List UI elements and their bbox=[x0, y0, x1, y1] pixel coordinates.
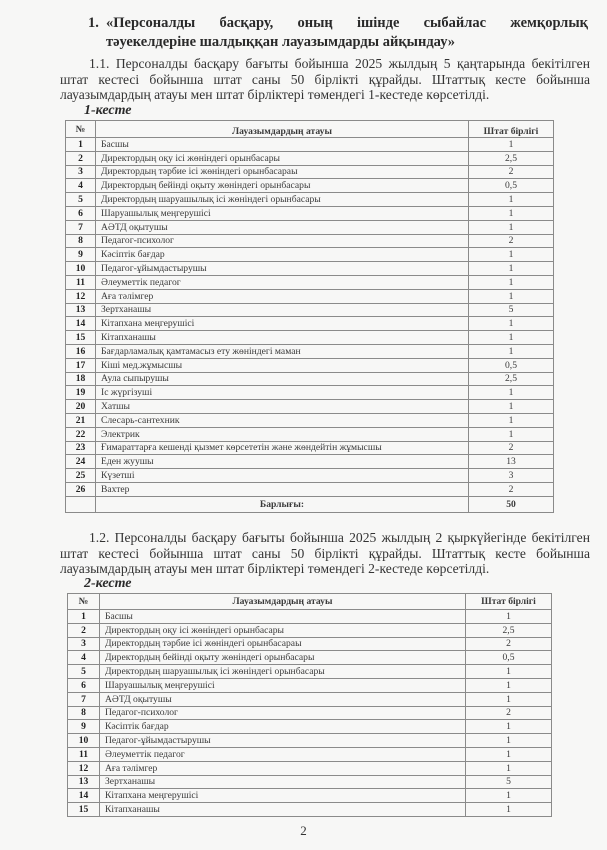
row-number: 11 bbox=[68, 747, 100, 761]
position-name: Кітапханашы bbox=[100, 803, 466, 817]
staff-units: 0,5 bbox=[466, 651, 552, 665]
heading-number: 1. bbox=[88, 15, 99, 31]
header-staff-units: Штат бірлігі bbox=[466, 594, 552, 610]
paragraph-1-1 bbox=[60, 56, 590, 103]
row-number: 22 bbox=[66, 427, 96, 441]
row-number: 15 bbox=[68, 803, 100, 817]
section-heading bbox=[88, 14, 588, 52]
staff-units: 2 bbox=[469, 165, 554, 179]
row-number: 7 bbox=[68, 692, 100, 706]
table-row bbox=[66, 386, 554, 400]
row-number: 6 bbox=[68, 678, 100, 692]
staff-units: 1 bbox=[466, 692, 552, 706]
staff-units: 1 bbox=[469, 262, 554, 276]
position-name: Директордың бейінді оқыту жөніндегі орынбасары bbox=[100, 651, 466, 665]
row-number: 5 bbox=[68, 665, 100, 679]
staff-units: 2 bbox=[466, 706, 552, 720]
table-2 bbox=[67, 593, 552, 817]
staff-units: 1 bbox=[469, 289, 554, 303]
row-number: 12 bbox=[66, 289, 96, 303]
staff-units: 1 bbox=[466, 789, 552, 803]
staff-units: 2 bbox=[469, 441, 554, 455]
staff-units: 2,5 bbox=[466, 623, 552, 637]
position-name: Педагог-психолог bbox=[96, 234, 469, 248]
staff-units: 3 bbox=[469, 469, 554, 483]
staff-units: 2,5 bbox=[469, 151, 554, 165]
row-number: 23 bbox=[66, 441, 96, 455]
position-name: Зертханашы bbox=[96, 303, 469, 317]
position-name: Іс жүргізуші bbox=[96, 386, 469, 400]
table-row bbox=[68, 665, 552, 679]
table-row bbox=[66, 220, 554, 234]
table-row bbox=[68, 692, 552, 706]
row-number: 16 bbox=[66, 344, 96, 358]
row-number: 4 bbox=[68, 651, 100, 665]
position-name: Шаруашылық меңгерушісі bbox=[100, 678, 466, 692]
position-name: АӘТД оқытушы bbox=[100, 692, 466, 706]
row-number: 15 bbox=[66, 331, 96, 345]
table-row bbox=[68, 610, 552, 624]
position-name: Басшы bbox=[100, 610, 466, 624]
staff-units: 0,5 bbox=[469, 358, 554, 372]
table-row bbox=[68, 623, 552, 637]
table-row bbox=[68, 720, 552, 734]
position-name: АӘТД оқытушы bbox=[96, 220, 469, 234]
staff-units: 1 bbox=[466, 720, 552, 734]
position-name: Электрик bbox=[96, 427, 469, 441]
header-staff-units: Штат бірлігі bbox=[469, 121, 554, 138]
staff-units: 1 bbox=[469, 317, 554, 331]
table-row bbox=[68, 651, 552, 665]
staff-units: 1 bbox=[469, 275, 554, 289]
table-1-caption: 1-кесте bbox=[84, 103, 132, 118]
staff-units: 1 bbox=[469, 400, 554, 414]
row-number: 10 bbox=[66, 262, 96, 276]
total-label: Барлығы: bbox=[96, 496, 469, 512]
table-row bbox=[66, 469, 554, 483]
table-row bbox=[66, 331, 554, 345]
table-header-row bbox=[68, 594, 552, 610]
position-name: Ғимараттарға кешенді қызмет көрсететін және жөндейтін жұмысшы bbox=[96, 441, 469, 455]
row-number: 3 bbox=[66, 165, 96, 179]
row-number: 8 bbox=[68, 706, 100, 720]
table-row bbox=[68, 706, 552, 720]
position-name: Аға тәлімгер bbox=[100, 761, 466, 775]
position-name: Кіші мед.жұмысшы bbox=[96, 358, 469, 372]
table-row bbox=[66, 358, 554, 372]
staff-units: 1 bbox=[469, 193, 554, 207]
position-name: Кітапханашы bbox=[96, 331, 469, 345]
row-number: 26 bbox=[66, 482, 96, 496]
staff-units: 1 bbox=[469, 427, 554, 441]
position-name: Педагог-ұйымдастырушы bbox=[100, 734, 466, 748]
staff-units: 1 bbox=[466, 803, 552, 817]
row-number: 9 bbox=[66, 248, 96, 262]
position-name: Кәсіптік бағдар bbox=[100, 720, 466, 734]
heading-line-2: тәуекелдеріне шалдыққан лауазымдарды айқындау» bbox=[106, 34, 456, 50]
row-number: 1 bbox=[66, 138, 96, 152]
position-name: Вахтер bbox=[96, 482, 469, 496]
position-name: Зертханашы bbox=[100, 775, 466, 789]
staff-units: 2,5 bbox=[469, 372, 554, 386]
position-name: Кітапхана меңгерушісі bbox=[100, 789, 466, 803]
table-row bbox=[68, 747, 552, 761]
staff-units: 1 bbox=[469, 413, 554, 427]
total-value: 50 bbox=[469, 496, 554, 512]
row-number: 14 bbox=[68, 789, 100, 803]
heading-line-1: «Персоналды басқару, оның ішінде сыбайлас жемқорлық bbox=[106, 15, 588, 31]
row-number: 11 bbox=[66, 275, 96, 289]
position-name: Басшы bbox=[96, 138, 469, 152]
table-row bbox=[66, 151, 554, 165]
position-name: Күзетші bbox=[96, 469, 469, 483]
row-number: 4 bbox=[66, 179, 96, 193]
staff-units: 5 bbox=[466, 775, 552, 789]
page-number: 2 bbox=[300, 823, 307, 838]
row-number: 13 bbox=[66, 303, 96, 317]
table-row bbox=[66, 262, 554, 276]
header-number: № bbox=[68, 594, 100, 610]
table-row bbox=[66, 455, 554, 469]
staff-units: 1 bbox=[466, 678, 552, 692]
position-name: Шаруашылық меңгерушісі bbox=[96, 206, 469, 220]
position-name: Директордың шаруашылық ісі жөніндегі орынбасары bbox=[100, 665, 466, 679]
staff-units: 1 bbox=[469, 386, 554, 400]
table-row bbox=[66, 441, 554, 455]
position-name: Бағдарламалық қамтамасыз ету жөніндегі маман bbox=[96, 344, 469, 358]
paragraph-1-2-text: 1.2. Персоналды басқару бағыты бойынша 2025 жылдың 2 қыркүйегінде бекітілген штат кестесі бойынша штат саны 50 бірлікті құрайды. Штаттық кесте бойынша лауазымдардың атауы мен штат бірліктері төмендегі 2-кестеде көрсетілді. bbox=[60, 530, 590, 576]
staff-units: 5 bbox=[469, 303, 554, 317]
row-number: 20 bbox=[66, 400, 96, 414]
paragraph-1-1-text: 1.1. Персоналды басқару бағыты бойынша 2025 жылдың 5 қаңтарында бекітілген штат кестесі бойынша штат саны 50 бірлікті құрайды. Штаттық кесте бойынша лауазымдардың атауы мен штат бірліктері төмендегі 1-кестеде көрсетілді. bbox=[60, 56, 590, 102]
position-name: Хатшы bbox=[96, 400, 469, 414]
table-row bbox=[66, 206, 554, 220]
row-number: 2 bbox=[68, 623, 100, 637]
row-number: 17 bbox=[66, 358, 96, 372]
staff-units: 1 bbox=[469, 206, 554, 220]
table-total-row bbox=[66, 496, 554, 512]
row-number: 5 bbox=[66, 193, 96, 207]
staff-units: 1 bbox=[469, 220, 554, 234]
position-name: Педагог-ұйымдастырушы bbox=[96, 262, 469, 276]
table-row bbox=[66, 165, 554, 179]
row-number: 13 bbox=[68, 775, 100, 789]
staff-units: 2 bbox=[466, 637, 552, 651]
staff-units: 1 bbox=[469, 138, 554, 152]
table-row bbox=[68, 775, 552, 789]
position-name: Директордың тәрбие ісі жөніндегі орынбасараы bbox=[96, 165, 469, 179]
position-name: Әлеуметтік педагог bbox=[100, 747, 466, 761]
table-row bbox=[68, 761, 552, 775]
row-number: 19 bbox=[66, 386, 96, 400]
row-number: 21 bbox=[66, 413, 96, 427]
staff-units: 1 bbox=[466, 747, 552, 761]
table-row bbox=[66, 138, 554, 152]
table-row bbox=[66, 248, 554, 262]
position-name: Слесарь-сантехник bbox=[96, 413, 469, 427]
table-row bbox=[68, 789, 552, 803]
table-row bbox=[66, 179, 554, 193]
staff-units: 1 bbox=[466, 610, 552, 624]
position-name: Директордың оқу ісі жөніндегі орынбасары bbox=[96, 151, 469, 165]
table-row bbox=[68, 803, 552, 817]
table-row bbox=[66, 482, 554, 496]
position-name: Кәсіптік бағдар bbox=[96, 248, 469, 262]
staff-units: 1 bbox=[466, 734, 552, 748]
staff-units: 13 bbox=[469, 455, 554, 469]
row-number: 10 bbox=[68, 734, 100, 748]
header-position-name: Лауазымдардың атауы bbox=[100, 594, 466, 610]
staff-units: 0,5 bbox=[469, 179, 554, 193]
row-number: 18 bbox=[66, 372, 96, 386]
row-number: 8 bbox=[66, 234, 96, 248]
staff-units: 1 bbox=[466, 665, 552, 679]
header-number: № bbox=[66, 121, 96, 138]
table-2-caption: 2-кесте bbox=[84, 576, 132, 591]
row-number: 24 bbox=[66, 455, 96, 469]
table-header-row bbox=[66, 121, 554, 138]
position-name: Еден жуушы bbox=[96, 455, 469, 469]
table-row bbox=[68, 678, 552, 692]
position-name: Аға тәлімгер bbox=[96, 289, 469, 303]
row-number: 14 bbox=[66, 317, 96, 331]
table-row bbox=[68, 637, 552, 651]
row-number: 2 bbox=[66, 151, 96, 165]
position-name: Кітапхана меңгерушісі bbox=[96, 317, 469, 331]
paragraph-1-2 bbox=[60, 530, 590, 577]
table-row bbox=[66, 193, 554, 207]
row-number: 3 bbox=[68, 637, 100, 651]
table-row bbox=[66, 413, 554, 427]
row-number: 9 bbox=[68, 720, 100, 734]
row-number: 12 bbox=[68, 761, 100, 775]
table-row bbox=[66, 234, 554, 248]
staff-units: 1 bbox=[469, 344, 554, 358]
table-row bbox=[66, 344, 554, 358]
position-name: Әлеуметтік педагог bbox=[96, 275, 469, 289]
table-row bbox=[66, 303, 554, 317]
row-number: 7 bbox=[66, 220, 96, 234]
total-empty-cell bbox=[66, 496, 96, 512]
position-name: Директордың оқу ісі жөніндегі орынбасары bbox=[100, 623, 466, 637]
position-name: Директордың шаруашылық ісі жөніндегі орынбасары bbox=[96, 193, 469, 207]
table-row bbox=[66, 275, 554, 289]
row-number: 25 bbox=[66, 469, 96, 483]
position-name: Аула сыпырушы bbox=[96, 372, 469, 386]
staff-units: 1 bbox=[466, 761, 552, 775]
row-number: 1 bbox=[68, 610, 100, 624]
row-number: 6 bbox=[66, 206, 96, 220]
position-name: Директордың тәрбие ісі жөніндегі орынбасараы bbox=[100, 637, 466, 651]
table-row bbox=[68, 734, 552, 748]
table-row bbox=[66, 400, 554, 414]
staff-units: 2 bbox=[469, 482, 554, 496]
staff-units: 1 bbox=[469, 248, 554, 262]
staff-units: 1 bbox=[469, 331, 554, 345]
table-row bbox=[66, 427, 554, 441]
position-name: Директордың бейінді оқыту жөніндегі орынбасары bbox=[96, 179, 469, 193]
table-row bbox=[66, 317, 554, 331]
table-1 bbox=[65, 120, 554, 513]
position-name: Педагог-психолог bbox=[100, 706, 466, 720]
table-row bbox=[66, 289, 554, 303]
header-position-name: Лауазымдардың атауы bbox=[96, 121, 469, 138]
staff-units: 2 bbox=[469, 234, 554, 248]
table-row bbox=[66, 372, 554, 386]
